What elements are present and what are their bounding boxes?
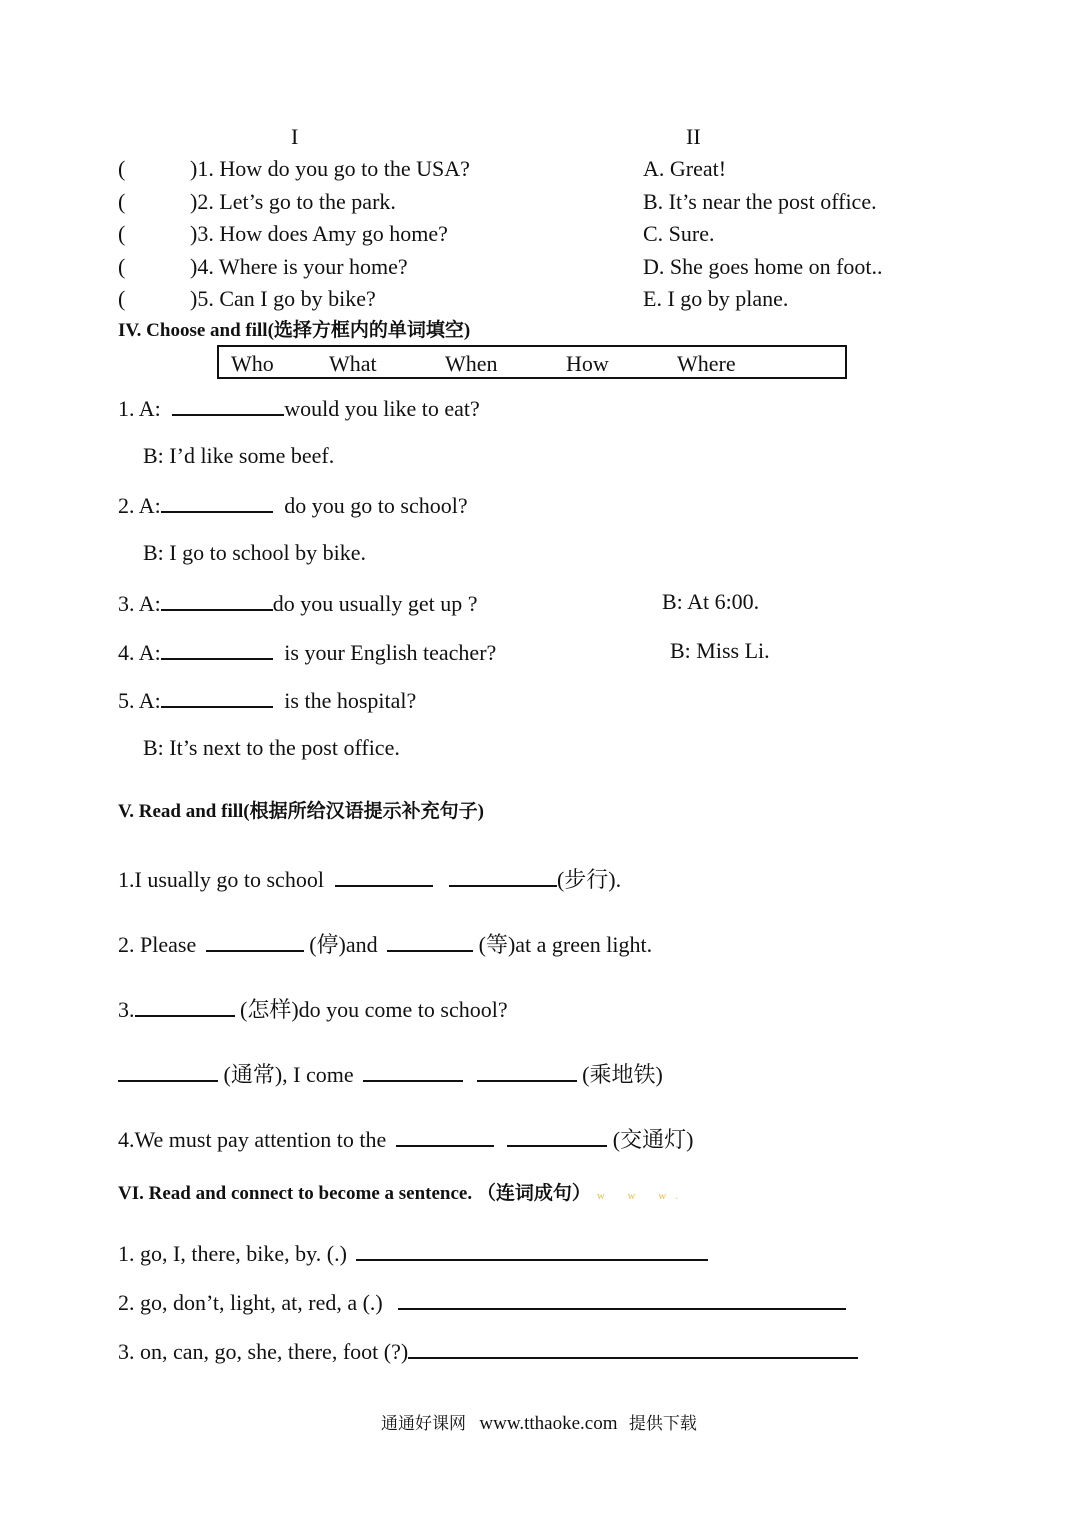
footer-url[interactable]: www.tthaoke.com [479, 1413, 618, 1434]
answer-paren[interactable]: ( [118, 286, 126, 311]
matching-answer: E. I go by plane. [643, 286, 789, 311]
fill-hint: (交通灯) [607, 1127, 694, 1152]
word-option: How [566, 351, 609, 376]
matching-answer: A. Great! [643, 156, 727, 181]
fill-text: 4.We must pay attention to the [118, 1127, 392, 1152]
footer [381, 1409, 697, 1435]
word-option: When [445, 351, 498, 376]
word-prompt: 2. go, don’t, light, at, red, a (.) [118, 1290, 389, 1315]
word-option: What [329, 351, 377, 376]
fill-text: 2. Please [118, 932, 202, 957]
answer-paren[interactable]: ( [118, 156, 126, 181]
section-vi-title-text: VI. Read and connect to become a sentence. （连词成句） [118, 1183, 591, 1204]
footer-site: 通通好课网 [381, 1414, 466, 1434]
answer-blank[interactable] [356, 1239, 708, 1261]
answer-blank[interactable] [172, 394, 284, 416]
sentence-line [118, 1337, 858, 1365]
response-line: B: It’s next to the post office. [143, 735, 400, 760]
answer-blank[interactable] [161, 638, 273, 660]
fill-text: 3. [118, 997, 135, 1022]
answer-paren[interactable]: ( [118, 254, 126, 279]
answer-blank[interactable] [507, 1125, 607, 1147]
column-header-i: I [291, 124, 299, 149]
section-v-title: V. Read and fill(根据所给汉语提示补充句子) [118, 801, 484, 822]
footer-suffix: 提供下载 [628, 1414, 697, 1434]
matching-question: )3. How does Amy go home? [190, 221, 448, 246]
matching-answer: C. Sure. [643, 221, 715, 246]
column-header-ii: II [686, 124, 701, 149]
sentence-line [118, 1239, 708, 1267]
response-line: B: I go to school by bike. [143, 540, 367, 565]
answer-paren[interactable]: ( [118, 221, 126, 246]
fill-hint: (停)and [303, 932, 384, 957]
answer-blank[interactable] [335, 865, 433, 887]
matching-answer: D. She goes home on foot.. [643, 254, 883, 279]
watermark-text: w w w. [596, 1190, 689, 1202]
question-prefix: 3. A: [118, 591, 161, 616]
answer-blank[interactable] [161, 589, 273, 611]
question-suffix: is your English teacher? [284, 640, 497, 665]
fill-hint: (乘地铁) [576, 1062, 663, 1087]
fill-hint: (等)at a green light. [473, 932, 653, 957]
section-iv-title: IV. Choose and fill(选择方框内的单词填空) [118, 320, 471, 341]
question-line [118, 491, 468, 519]
answer-blank[interactable] [449, 865, 557, 887]
response-line: B: I’d like some beef. [143, 443, 335, 468]
answer-blank[interactable] [161, 491, 273, 513]
fill-line [118, 1060, 663, 1088]
answer-blank[interactable] [387, 930, 473, 952]
question-prefix: 4. A: [118, 640, 161, 665]
fill-hint: (通常), I come [218, 1062, 360, 1087]
word-option: Who [231, 351, 274, 376]
question-line [118, 638, 496, 666]
matching-answer: B. It’s near the post office. [643, 189, 877, 214]
response-line: B: Miss Li. [670, 638, 770, 663]
answer-blank[interactable] [135, 995, 235, 1017]
question-suffix: do you go to school? [284, 493, 468, 518]
section-vi-title [118, 1182, 688, 1208]
word-box [217, 345, 847, 379]
matching-question: )1. How do you go to the USA? [190, 156, 470, 181]
answer-blank[interactable] [398, 1288, 846, 1310]
fill-hint: (怎样)do you come to school? [234, 997, 508, 1022]
fill-line [118, 1125, 693, 1153]
word-option: Where [677, 351, 736, 376]
question-suffix: is the hospital? [284, 688, 417, 713]
answer-blank[interactable] [161, 686, 273, 708]
fill-hint: (步行). [556, 867, 622, 892]
answer-blank[interactable] [396, 1125, 494, 1147]
matching-question: )2. Let’s go to the park. [190, 189, 396, 214]
question-prefix: 2. A: [118, 493, 161, 518]
answer-blank[interactable] [118, 1060, 218, 1082]
word-prompt: 1. go, I, there, bike, by. (.) [118, 1241, 353, 1266]
answer-blank[interactable] [206, 930, 304, 952]
answer-paren[interactable]: ( [118, 189, 126, 214]
word-prompt: 3. on, can, go, she, there, foot (?) [118, 1339, 409, 1364]
question-suffix: do you usually get up ? [272, 591, 478, 616]
question-prefix: 1. A: [118, 396, 167, 421]
question-line [118, 394, 480, 422]
fill-line [118, 930, 652, 958]
answer-blank[interactable] [477, 1060, 577, 1082]
fill-line [118, 995, 508, 1023]
question-line [118, 589, 478, 617]
matching-question: )5. Can I go by bike? [190, 286, 376, 311]
question-line [118, 686, 416, 714]
answer-blank[interactable] [408, 1337, 858, 1359]
fill-text: 1.I usually go to school [118, 867, 330, 892]
answer-blank[interactable] [363, 1060, 463, 1082]
matching-question: )4. Where is your home? [190, 254, 408, 279]
sentence-line [118, 1288, 846, 1316]
fill-line [118, 865, 621, 893]
response-line: B: At 6:00. [662, 589, 760, 614]
question-prefix: 5. A: [118, 688, 161, 713]
question-suffix: would you like to eat? [284, 396, 480, 421]
